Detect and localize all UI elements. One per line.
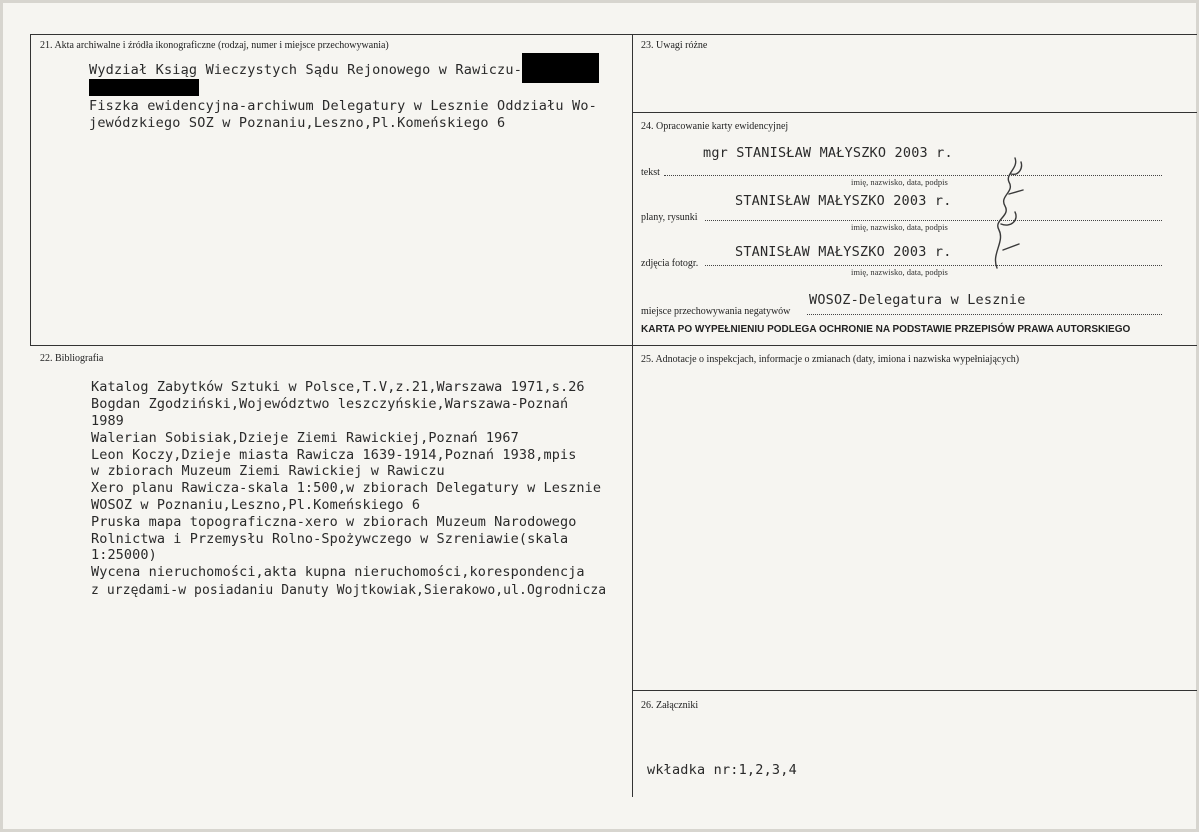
section-23-label: 23. Uwagi różne	[641, 40, 708, 51]
section-21-line-3: jewódzkiego SOZ w Poznaniu,Leszno,Pl.Komeńskiego 6	[89, 115, 506, 131]
field-tekst-line	[664, 175, 1162, 176]
divider-vertical	[632, 35, 633, 797]
bibliography-line: WOSOZ w Poznaniu,Leszno,Pl.Komeńskiego 6	[91, 497, 421, 513]
bibliography-line: 1989	[91, 413, 124, 429]
attachments-value: wkładka nr:1,2,3,4	[647, 762, 797, 778]
field-tekst-label: tekst	[641, 167, 660, 178]
field-tekst-caption: imię, nazwisko, data, podpis	[851, 177, 948, 187]
section-24-label: 24. Opracowanie karty ewidencyjnej	[641, 121, 789, 132]
signature	[985, 150, 1030, 270]
section-22-label: 22. Bibliografia	[40, 353, 104, 364]
bibliography-line: Rolnictwa i Przemysłu Rolno-Spożywczego w Szreniawie(skala	[91, 531, 569, 547]
field-zdjecia-value: STANISŁAW MAŁYSZKO 2003 r.	[735, 244, 952, 260]
field-tekst-value: mgr STANISŁAW MAŁYSZKO 2003 r.	[703, 145, 953, 161]
storage-label: miejsce przechowywania negatywów	[641, 306, 791, 317]
bibliography-line: Pruska mapa topograficzna-xero w zbiorach Muzeum Narodowego	[91, 514, 577, 530]
bibliography-line: z urzędami-w posiadaniu Danuty Wojtkowiak,Sierakowo,ul.Ogrodnicza	[91, 583, 607, 598]
divider-top	[30, 34, 1197, 35]
section-21-line-2: Fiszka ewidencyjna-archiwum Delegatury w Lesznie Oddziału Wo-	[89, 98, 597, 114]
storage-value: WOSOZ-Delegatura w Lesznie	[809, 292, 1026, 308]
bibliography-line: Walerian Sobisiak,Dzieje Ziemi Rawickiej,Poznań 1967	[91, 430, 519, 446]
field-plany-line	[705, 220, 1162, 221]
storage-line	[807, 314, 1162, 315]
section-25-label: 25. Adnotacje o inspekcjach, informacje o zmianach (daty, imiona i nazwiska wypełniających)	[641, 354, 1020, 365]
redaction-block	[522, 53, 599, 83]
divider-23-24	[632, 112, 1197, 113]
bibliography-line: Katalog Zabytków Sztuki w Polsce,T.V,z.21,Warszawa 1971,s.26	[91, 379, 585, 395]
section-21-line-1: Wydział Ksiąg Wieczystych Sądu Rejonowego w Rawiczu-	[89, 62, 523, 78]
bibliography-line: Wycena nieruchomości,akta kupna nieruchomości,korespondencja	[91, 564, 585, 580]
bibliography-line: Bogdan Zgodziński,Województwo leszczyńskie,Warszawa-Poznań	[91, 396, 569, 412]
field-plany-value: STANISŁAW MAŁYSZKO 2003 r.	[735, 193, 952, 209]
bibliography-line: 1:25000)	[91, 547, 157, 563]
divider-25-26	[632, 690, 1197, 691]
copyright-note: KARTA PO WYPEŁNIENIU PODLEGA OCHRONIE NA PODSTAWIE PRZEPISÓW PRAWA AUTORSKIEGO	[641, 324, 1131, 335]
field-zdjecia-label: zdjęcia fotogr.	[641, 258, 699, 269]
section-26-label: 26. Załączniki	[641, 700, 699, 711]
field-zdjecia-line	[705, 265, 1162, 266]
field-plany-caption: imię, nazwisko, data, podpis	[851, 222, 948, 232]
field-zdjecia-caption: imię, nazwisko, data, podpis	[851, 267, 948, 277]
section-21-label: 21. Akta archiwalne i źródła ikonograficzne (rodzaj, numer i miejsce przechowywania)	[40, 40, 389, 51]
bibliography-line: w zbiorach Muzeum Ziemi Rawickiej w Rawiczu	[91, 463, 445, 479]
bibliography-line: Leon Koczy,Dzieje miasta Rawicza 1639-1914,Poznań 1938,mpis	[91, 447, 577, 463]
divider-middle	[30, 345, 1197, 346]
divider-left-edge	[30, 34, 31, 346]
redaction-block	[89, 79, 199, 96]
field-plany-label: plany, rysunki	[641, 212, 698, 223]
bibliography-line: Xero planu Rawicza-skala 1:500,w zbiorach Delegatury w Lesznie	[91, 480, 602, 496]
